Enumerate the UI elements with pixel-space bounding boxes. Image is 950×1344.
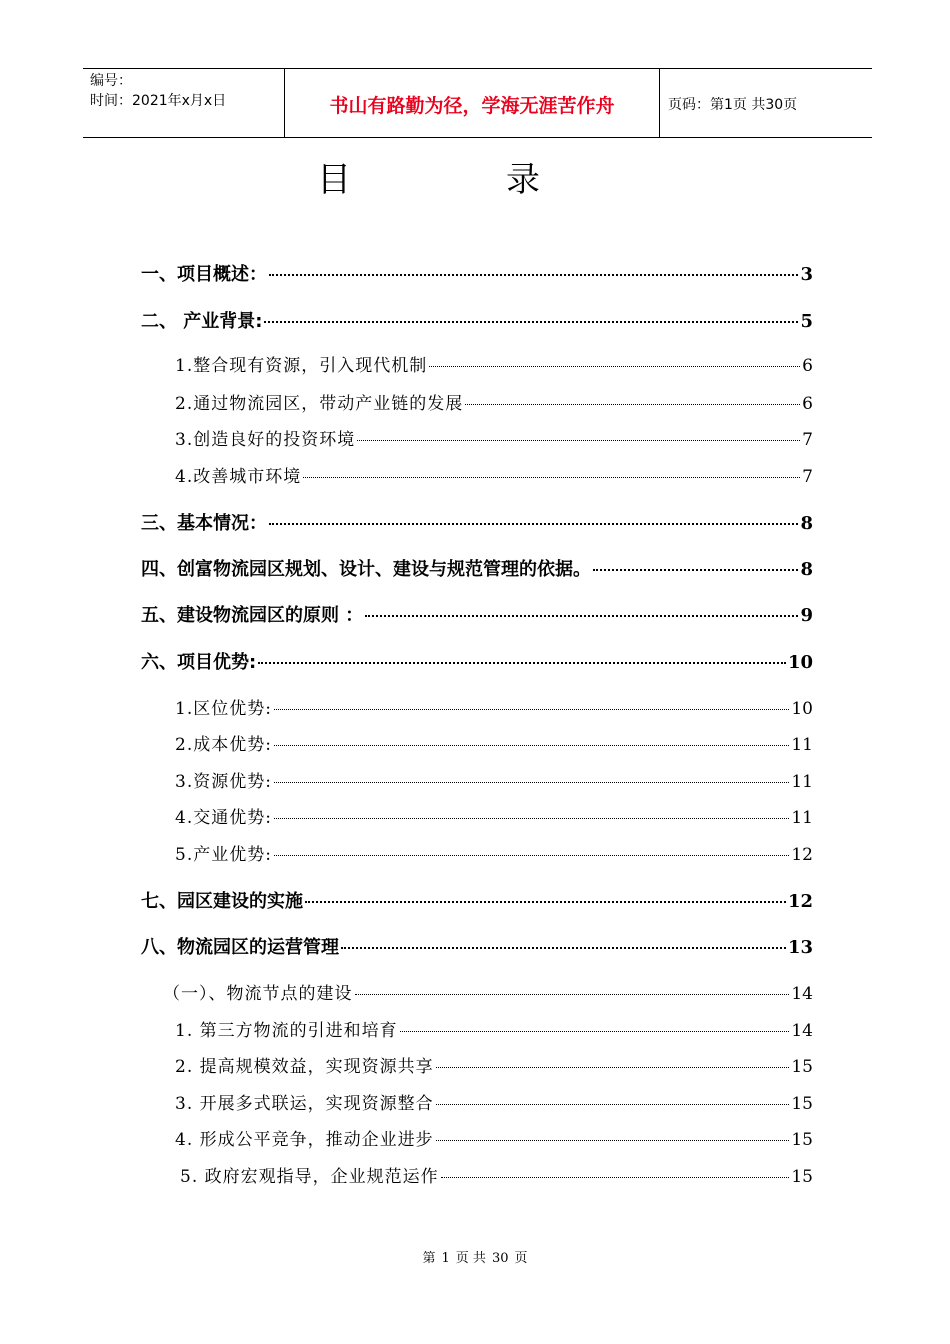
toc-entry-page: 15 [791,1094,813,1114]
page-title [0,152,950,202]
toc-entry[interactable] [141,307,813,333]
header-page-cell [660,69,872,137]
title-char-right: 录 [506,160,540,200]
toc-leader [429,366,800,367]
toc-entry-page: 12 [791,845,813,865]
toc-entry-page: 5 [800,311,813,332]
toc-entry-page: 10 [791,699,813,719]
toc-leader [441,1177,790,1178]
toc-entry-label: 5. 政府宏观指导，企业规范运作 [180,1167,439,1187]
toc-leader [269,523,798,525]
header-meta-cell [83,69,285,137]
toc-entry-page: 11 [791,772,813,792]
header-page-info: 页码：第1页 共30页 [668,97,798,113]
toc-entry[interactable] [175,803,813,828]
toc-entry-label: 4. 形成公平竞争，推动企业进步 [175,1130,434,1150]
toc-leader [436,1104,790,1105]
toc-entry-page: 13 [787,937,813,958]
toc-entry[interactable] [175,840,813,865]
toc-entry[interactable] [175,425,813,450]
toc-leader [274,818,789,819]
toc-entry-page: 8 [800,513,813,534]
toc-entry-label: 3.创造良好的投资环境 [175,430,356,450]
toc-entry-page: 6 [802,394,813,414]
toc-entry-label: 一、项目概述： [141,264,267,285]
toc-entry-page: 15 [791,1130,813,1150]
toc-entry-page: 7 [802,430,813,450]
toc-entry[interactable] [141,601,813,627]
toc-entry[interactable] [141,933,813,959]
toc-entry[interactable] [175,351,813,376]
toc-entry-label: 4.交通优势: [175,808,272,828]
toc-entry-page: 6 [802,356,813,376]
toc-entry-page: 12 [787,891,813,912]
toc-entry[interactable] [175,694,813,719]
toc-entry-label: 1.区位优势: [175,699,272,719]
time-label: 时间：2021年x月x日 [90,93,227,109]
toc-entry-label: 四、创富物流园区规划、设计、建设与规范管理的依据。 [141,559,591,580]
toc-entry[interactable] [180,1162,813,1187]
toc-entry-page: 10 [787,652,813,673]
toc-leader [269,274,798,276]
toc-entry[interactable] [141,555,813,581]
motto-text: 书山有路勤为径，学海无涯苦作舟 [329,95,615,117]
document-header [83,68,872,138]
header-motto-cell [285,69,660,137]
toc-entry-label: 4.改善城市环境 [175,467,302,487]
toc-leader [303,477,800,478]
toc-entry-label: （一）、物流节点的建设 [163,984,353,1004]
toc-entry-label: 5.产业优势: [175,845,272,865]
toc-entry-page: 11 [791,735,813,755]
toc-leader [436,1067,790,1068]
toc-entry-page: 8 [800,559,813,580]
toc-entry-label: 1.整合现有资源，引入现代机制 [175,356,428,376]
toc-entry-page: 3 [800,264,813,285]
footer-prefix: 第 [422,1251,436,1266]
toc-entry[interactable] [163,979,813,1004]
toc-entry[interactable] [175,1016,813,1041]
toc-leader [264,321,798,323]
toc-entry-label: 八、物流园区的运营管理 [141,937,339,958]
toc-entry[interactable] [141,648,813,674]
toc-entry-label: 2.成本优势: [175,735,272,755]
toc-leader [355,994,790,995]
toc-leader [341,947,786,949]
toc-leader [357,440,800,441]
toc-leader [436,1140,790,1141]
footer-page-number: 1 [441,1251,450,1266]
toc-leader [593,569,798,571]
toc-entry[interactable] [141,887,813,913]
toc-entry-label: 3. 开展多式联运，实现资源整合 [175,1094,434,1114]
toc-entry-label: 五、建设物流园区的原则 ： [141,605,364,626]
toc-entry-label: 二、 产业背景: [141,311,263,332]
toc-entry-page: 14 [791,1021,813,1041]
toc-entry[interactable] [175,1089,813,1114]
toc-entry[interactable] [141,260,813,286]
toc-entry-label: 六、项目优势: [141,652,257,673]
serial-label: 编号： [90,73,132,89]
toc-entry-label: 3.资源优势: [175,772,272,792]
toc-entry-page: 14 [791,984,813,1004]
toc-leader [274,709,789,710]
toc-entry-page: 15 [791,1057,813,1077]
toc-entry-label: 1. 第三方物流的引进和培育 [175,1021,398,1041]
toc-leader [274,855,789,856]
toc-entry-label: 2.通过物流园区，带动产业链的发展 [175,394,464,414]
page-footer [0,1247,950,1266]
toc-leader [465,404,800,405]
toc-entry-page: 15 [791,1167,813,1187]
toc-leader [274,782,789,783]
footer-total-pages: 30 [491,1251,509,1266]
title-char-left: 目 [317,160,351,200]
toc-entry-label: 2. 提高规模效益，实现资源共享 [175,1057,434,1077]
toc-entry[interactable] [175,389,813,414]
toc-leader [274,745,789,746]
toc-leader [400,1031,790,1032]
toc-entry-page: 7 [802,467,813,487]
toc-entry-label: 七、园区建设的实施 [141,891,303,912]
toc-leader [365,615,798,617]
toc-entry-page: 9 [800,605,813,626]
toc-entry[interactable] [175,462,813,487]
toc-entry[interactable] [141,509,813,535]
toc-entry-label: 三、基本情况： [141,513,267,534]
footer-suffix: 页 [514,1251,528,1266]
footer-mid: 页 共 [455,1251,486,1266]
toc-entry[interactable] [175,1125,813,1150]
toc-leader [305,901,786,903]
toc-leader [258,662,786,664]
toc-entry-page: 11 [791,808,813,828]
toc-entry[interactable] [175,767,813,792]
toc-entry[interactable] [175,730,813,755]
toc-entry[interactable] [175,1052,813,1077]
